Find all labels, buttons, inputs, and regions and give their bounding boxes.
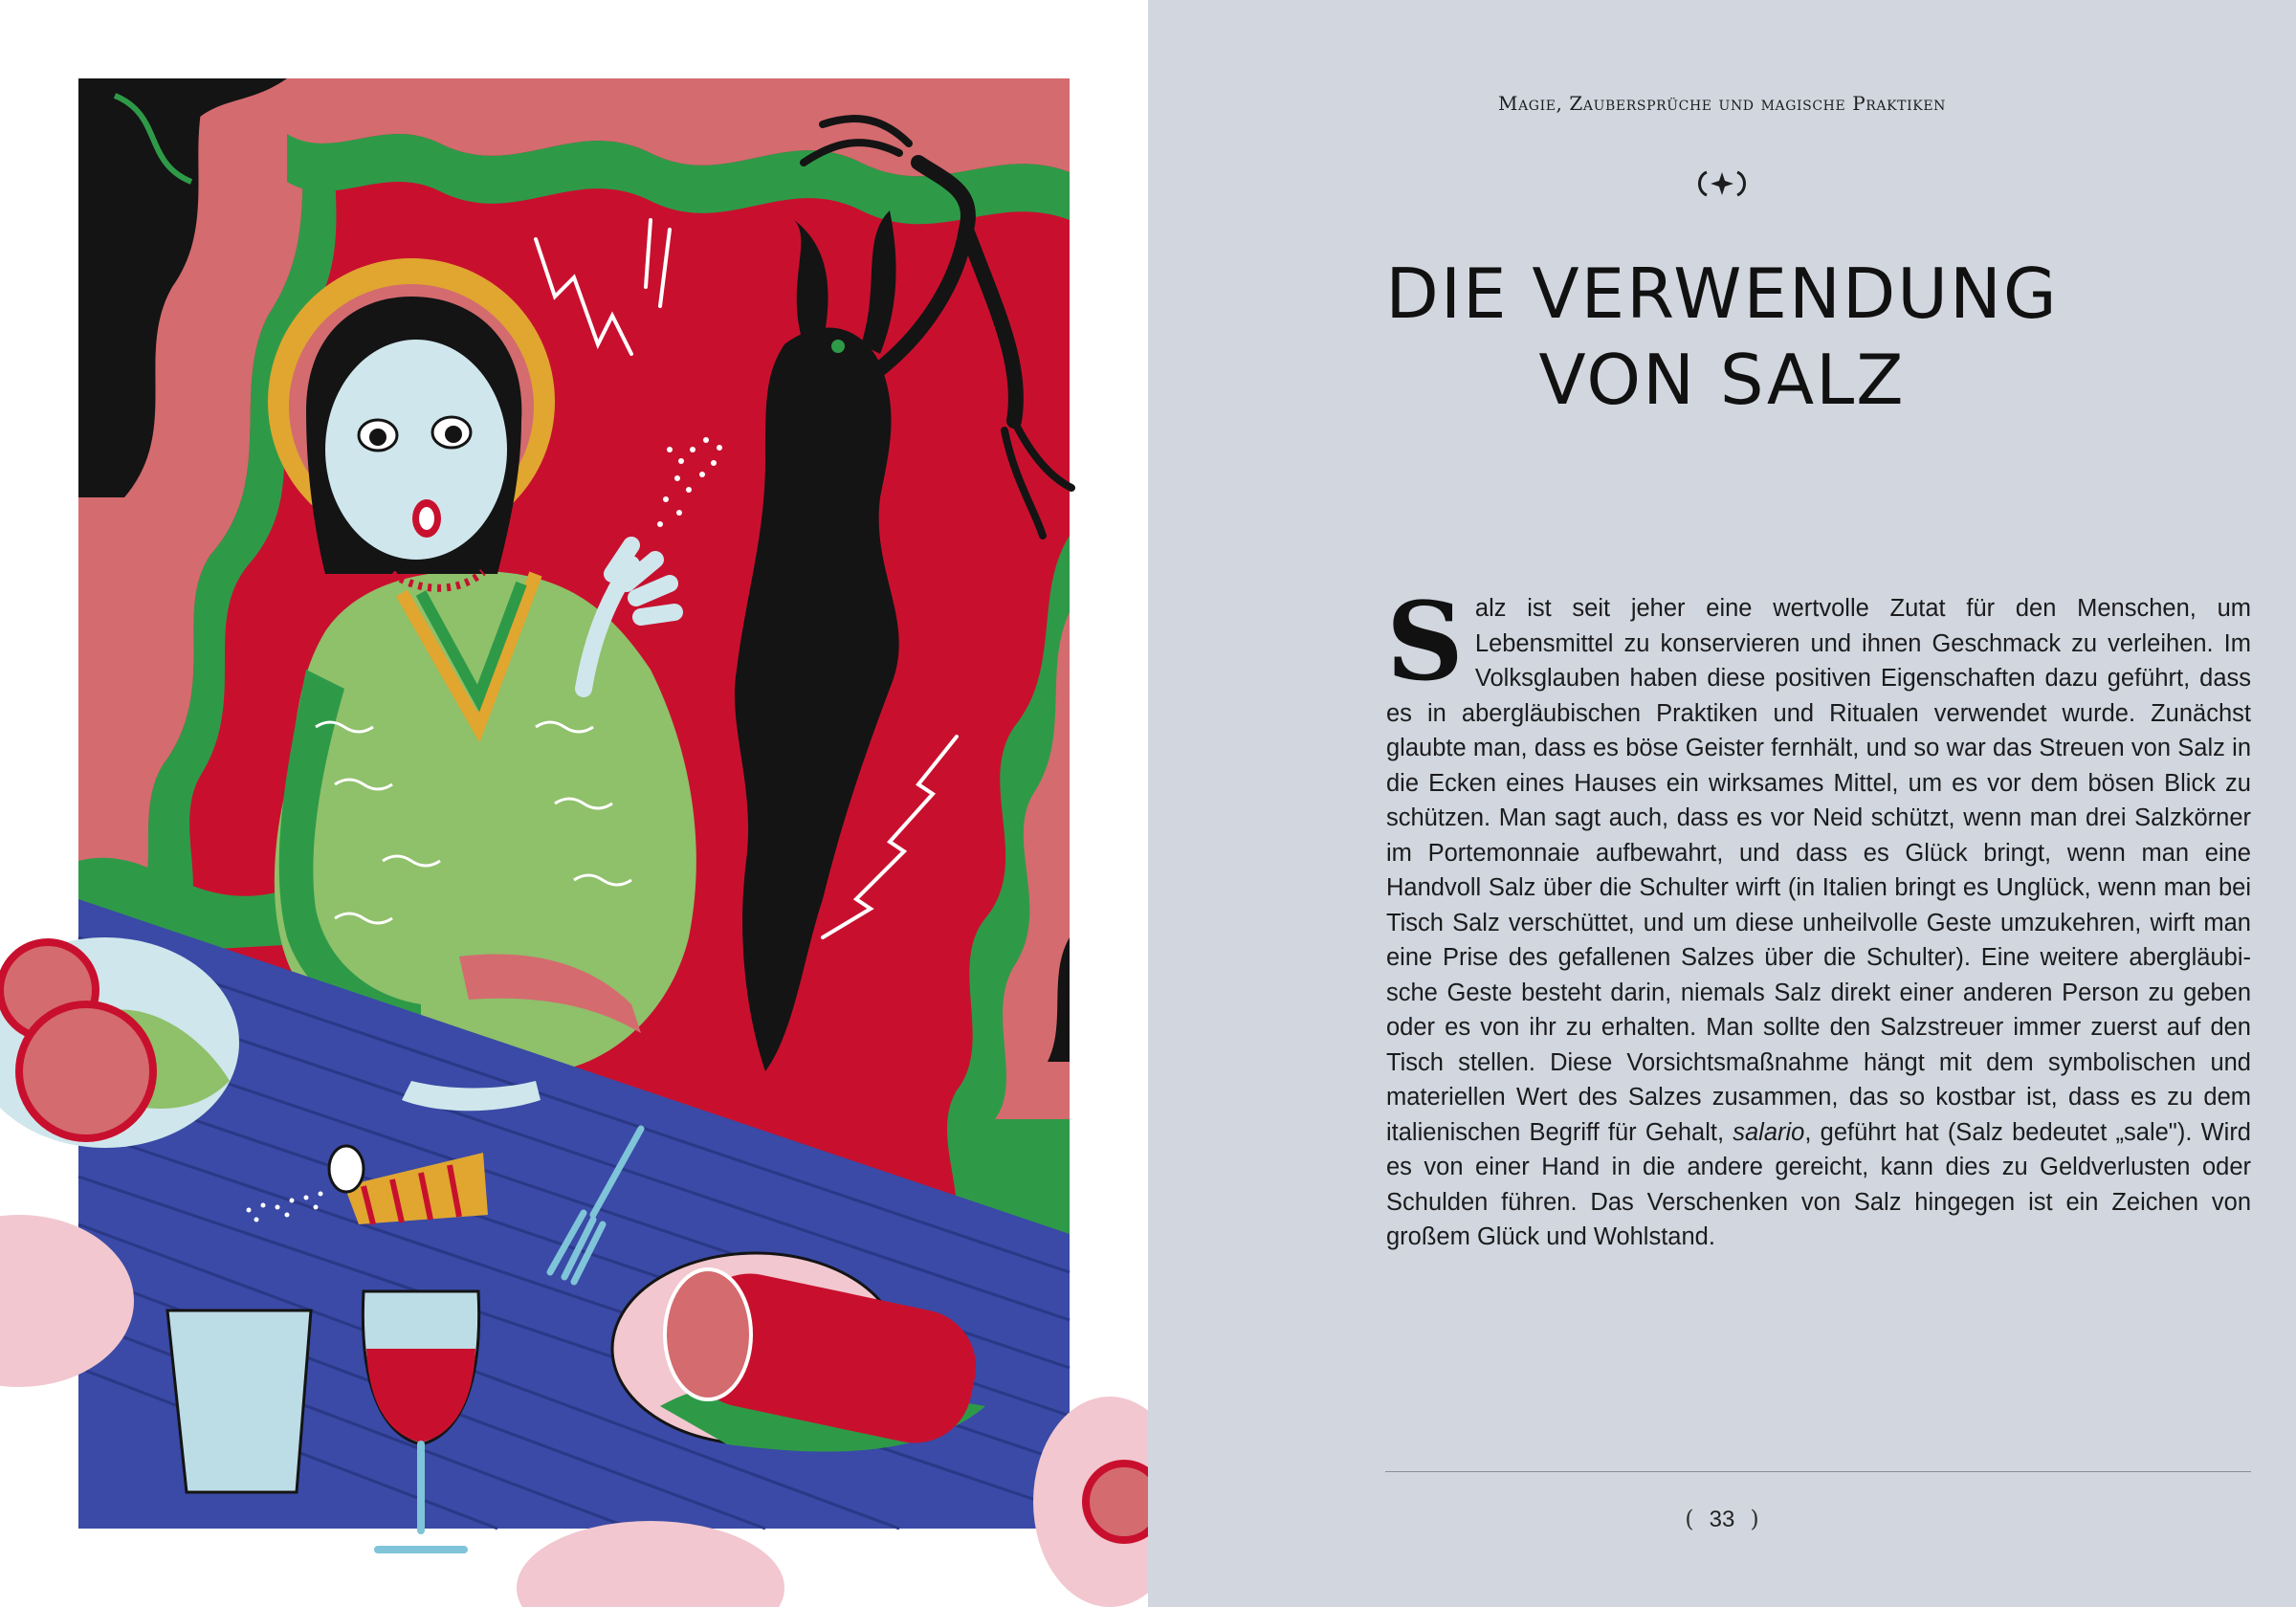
woman-pupil-right [445, 426, 462, 443]
page-number: 33 [1709, 1507, 1735, 1532]
folio-left-bracket: ( [1685, 1506, 1694, 1532]
right-page [1148, 0, 2296, 1607]
chapter-title-line-2: VON SALZ [1538, 340, 1906, 420]
salami-log-cut [665, 1269, 751, 1399]
crescent-star-icon [1693, 165, 1751, 203]
folio [1148, 1506, 2296, 1533]
devil-eye [831, 340, 845, 353]
woman-mouth-inner [419, 507, 434, 530]
body-text-part-1: alz ist seit jeher eine wertvolle Zutat für den Menschen, um Lebensmittel zu konservieren und ihnen Geschmack zu verleihen. Im Volksglauben haben diese positiven Eigenschaften dazu geführt, dass es in abergläubischen Praktiken und Ritualen verwendet wurde. Zunächst glaubte man, dass es böse Geister fernhält, und so war das Streuen von Salz in die Ecken eines Hauses ein wirksames Mittel, um es vor dem bösen Blick zu schützen. Man sagt auch, dass es vor Neid schützt, wenn man drei Salzkörner im Portemonnaie aufbewahrt, und dass es Glück bringt, wenn man eine Handvoll Salz über die Schulter wirft (in Italien bringt es Unglück, wenn man bei Tisch Salz verschüttet, und um diese unheilvolle Geste umzukehren, wirft man eine Prise des gefallenen Salzes über die Schulter). Eine weitere abergläubische Geste besteht darin, niemals Salz direkt einer anderen Person zu geben oder es von ihr zu erhalten. Man sollte den Salzstreuer immer zuerst auf den Tisch stellen. Diese Vorsichtsmaßnahme hängt mit dem symbolischen und materiellen Wert des Salzes zusammen, das so kostbar ist, dass es zu dem italienischen Begriff für Gehalt, [1386, 595, 2251, 1146]
folio-right-bracket: ) [1750, 1506, 1759, 1532]
water-glass [167, 1310, 311, 1492]
salt-shaker-cap [329, 1146, 364, 1192]
woman-pupil-left [369, 429, 386, 446]
running-head: Magie, Zaubersprüche und magische Praktiken [1498, 92, 1946, 115]
drop-cap: S [1386, 580, 1464, 705]
body-text-part-2: , geführt hat (Salz bedeutet „sale"). Wird es von einer Hand in die andere gereicht, kann dies zu Geldverlusten oder Schulden führen. Das Verschenken von Salz hingegen ist ein Zeichen von großem Glück und Wohlstand. [1386, 1118, 2251, 1250]
salami-slice-bottom-right [1086, 1464, 1148, 1540]
chapter-title-line-1: DIE VERWENDUNG [1385, 253, 2059, 334]
salami-slice-2 [19, 1004, 153, 1138]
plate-bottom-center [517, 1521, 784, 1607]
chapter-title [1244, 251, 2200, 423]
body-text [1386, 580, 2251, 1299]
body-text-italic-term: salario [1733, 1118, 1805, 1146]
footer-rule [1385, 1471, 2251, 1472]
